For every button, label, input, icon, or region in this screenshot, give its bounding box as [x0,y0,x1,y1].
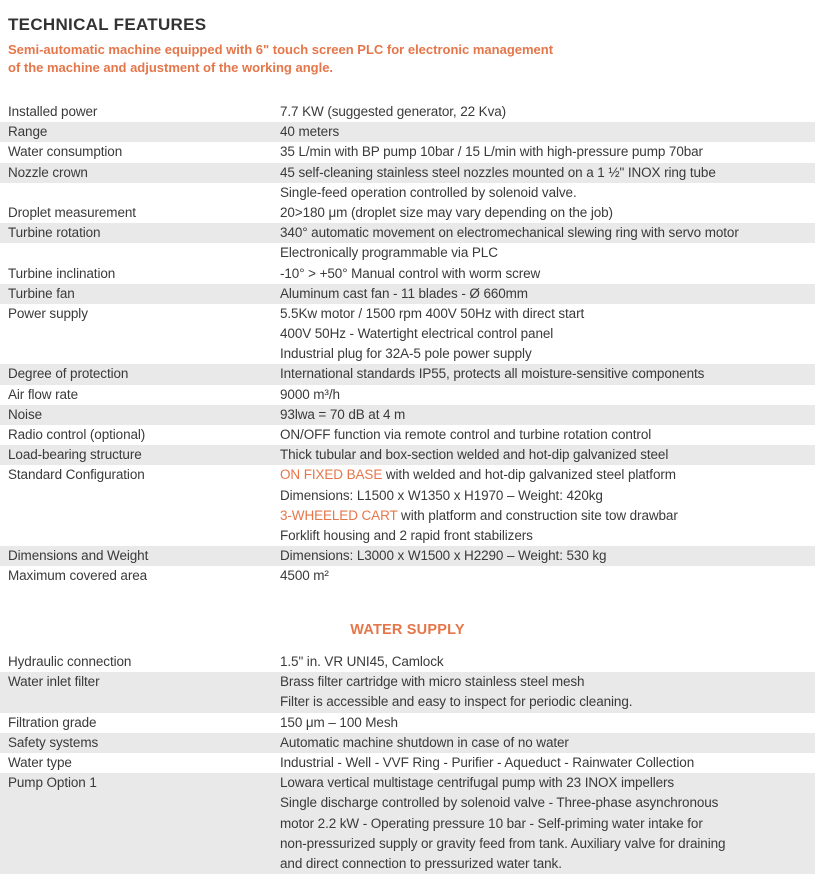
spec-value-text: 150 μm – 100 Mesh [280,714,398,730]
spec-label: Turbine inclination [8,265,116,281]
spec-row [0,304,815,324]
spec-label: Standard Configuration [8,467,145,483]
spec-value-text: 45 self-cleaning stainless steel nozzles mounted on a 1 ½" INOX ring tube [280,164,716,180]
spec-value [280,753,811,773]
spec-row [0,854,815,874]
spec-row [0,364,815,384]
spec-value [280,405,811,425]
spec-value [280,142,811,162]
spec-value [280,425,811,445]
spec-row [0,793,815,813]
spec-value [280,364,811,384]
spec-label: Noise [8,406,43,422]
spec-value [280,163,811,183]
spec-value-text: 7.7 KW (suggested generator, 22 Kva) [280,104,507,119]
spec-row [0,324,815,344]
spec-row [0,405,815,425]
spec-label: Nozzle crown [8,164,88,180]
spec-value-text: Industrial - Well - VVF Ring - Purifier - Aqueduct - Rainwater Collection [280,754,695,770]
spec-label: Maximum covered area [8,568,148,584]
spec-value-text: with platform and construction site tow drawbar [397,507,678,523]
spec-row [0,465,815,485]
spec-value-text: 340° automatic movement on electromechanical slewing ring with servo motor [280,225,739,241]
spec-value [280,183,811,203]
spec-value-text: Single-feed operation controlled by solenoid valve. [280,184,577,200]
spec-row [0,506,815,526]
technical-features-table [0,102,815,587]
intro-text [8,41,807,77]
spec-row [0,264,815,284]
spec-label: Pump Option 1 [8,775,97,791]
spec-value [280,546,811,566]
spec-value-text: Forklift housing and 2 rapid front stabilizers [280,527,533,543]
spec-value [280,243,811,263]
spec-value-text: 400V 50Hz - Watertight electrical control panel [280,326,554,342]
spec-label: Filtration grade [8,714,97,730]
spec-value-text: Dimensions: L3000 x W1500 x H2290 – Weight: 530 kg [280,548,607,564]
spec-value-text: Electronically programmable via PLC [280,245,498,261]
spec-value-text: International standards IP55, protects all moisture-sensitive components [280,366,705,382]
spec-row [0,223,815,243]
spec-value-text: 35 L/min with BP pump 10bar / 15 L/min with high-pressure pump 70bar [280,144,703,160]
spec-row [0,692,815,712]
spec-row [0,672,815,692]
spec-value-text: 9000 m³/h [280,386,340,402]
spec-value [280,122,811,142]
page-title: TECHNICAL FEATURES [8,15,207,35]
spec-value [280,506,811,526]
spec-row [0,486,815,506]
spec-value [280,344,811,364]
spec-row [0,385,815,405]
spec-label: Water type [8,754,72,770]
spec-value [280,854,811,874]
spec-row [0,773,815,793]
spec-value-text: 93lwa = 70 dB at 4 m [280,406,406,422]
spec-row [0,243,815,263]
spec-value [280,652,811,672]
spec-value-text: Lowara vertical multistage centrifugal pump with 23 INOX impellers [280,775,675,791]
spec-row [0,102,815,122]
spec-label: Droplet measurement [8,204,136,220]
spec-row [0,526,815,546]
spec-value [280,566,811,586]
spec-row [0,183,815,203]
spec-value-text: non-pressurized supply or gravity feed from tank. Auxiliary valve for draining [280,835,726,851]
spec-label: Water inlet filter [8,674,100,690]
spec-value [280,713,811,733]
spec-value-text: and direct connection to pressurized water tank. [280,855,562,871]
spec-value-text: Industrial plug for 32A-5 pole power supply [280,346,532,362]
spec-value [280,672,811,692]
spec-label: Hydraulic connection [8,654,132,669]
spec-label: Power supply [8,305,88,321]
spec-value [280,102,811,122]
spec-value-text: Brass filter cartridge with micro stainless steel mesh [280,674,585,690]
spec-label: Installed power [8,104,98,119]
spec-row [0,834,815,854]
spec-row [0,652,815,672]
spec-label: Load-bearing structure [8,447,142,463]
spec-value-text: with welded and hot-dip galvanized steel platform [382,467,676,483]
spec-value [280,733,811,753]
spec-row [0,122,815,142]
spec-value-text: 4500 m² [280,568,329,584]
spec-row [0,203,815,223]
spec-row [0,713,815,733]
spec-value-text: 5.5Kw motor / 1500 rpm 400V 50Hz with direct start [280,305,585,321]
spec-value [280,304,811,324]
spec-row [0,445,815,465]
spec-value [280,203,811,223]
spec-value [280,486,811,506]
spec-label: Dimensions and Weight [8,548,149,564]
spec-value-highlight: ON FIXED BASE [280,467,383,483]
spec-value [280,445,811,465]
spec-label: Turbine rotation [8,225,101,241]
water-supply-table [0,652,815,874]
spec-label: Water consumption [8,144,123,160]
spec-value [280,385,811,405]
spec-value-text: 20>180 μm (droplet size may vary depending on the job) [280,204,613,220]
spec-label: Turbine fan [8,285,75,301]
spec-value-text: Automatic machine shutdown in case of no water [280,734,569,750]
spec-value-text: Dimensions: L1500 x W1350 x H1970 – Weight: 420kg [280,487,603,503]
spec-value-text: Thick tubular and box-section welded and hot-dip galvanized steel [280,447,669,463]
spec-label: Air flow rate [8,386,78,402]
spec-label: Degree of protection [8,366,129,382]
spec-value [280,526,811,546]
spec-value [280,773,811,793]
spec-value-text: motor 2.2 kW - Operating pressure 10 bar - Self-priming water intake for [280,815,703,831]
spec-label: Radio control (optional) [8,427,146,442]
spec-value-text: 40 meters [280,124,340,140]
spec-row [0,733,815,753]
spec-row [0,163,815,183]
spec-label: Safety systems [8,734,99,750]
spec-row [0,814,815,834]
spec-label: Range [8,124,48,140]
spec-row [0,566,815,586]
spec-value-text: Single discharge controlled by solenoid valve - Three-phase asynchronous [280,795,719,811]
spec-value-text: ON/OFF function via remote control and turbine rotation control [280,427,652,442]
intro-line-2: of the machine and adjustment of the working angle. [8,60,334,75]
spec-row [0,425,815,445]
spec-value [280,793,811,813]
spec-value [280,834,811,854]
spec-value [280,264,811,284]
water-supply-heading: WATER SUPPLY [350,622,465,638]
spec-value [280,284,811,304]
spec-row [0,546,815,566]
spec-value-text: Filter is accessible and easy to inspect for periodic cleaning. [280,694,633,710]
spec-value [280,692,811,712]
intro-line-1: Semi-automatic machine equipped with 6" touch screen PLC for electronic management [8,42,554,57]
spec-value [280,223,811,243]
spec-value [280,324,811,344]
spec-row [0,284,815,304]
spec-value-text: 1.5" in. VR UNI45, Camlock [280,654,444,669]
spec-value [280,465,811,485]
spec-row [0,753,815,773]
spec-row [0,142,815,162]
spec-row [0,344,815,364]
spec-value-text: -10° > +50° Manual control with worm screw [280,265,541,281]
spec-value-text: Aluminum cast fan - 11 blades - Ø 660mm [280,285,528,301]
spec-value [280,814,811,834]
spec-value-highlight: 3-WHEELED CART [280,507,398,523]
